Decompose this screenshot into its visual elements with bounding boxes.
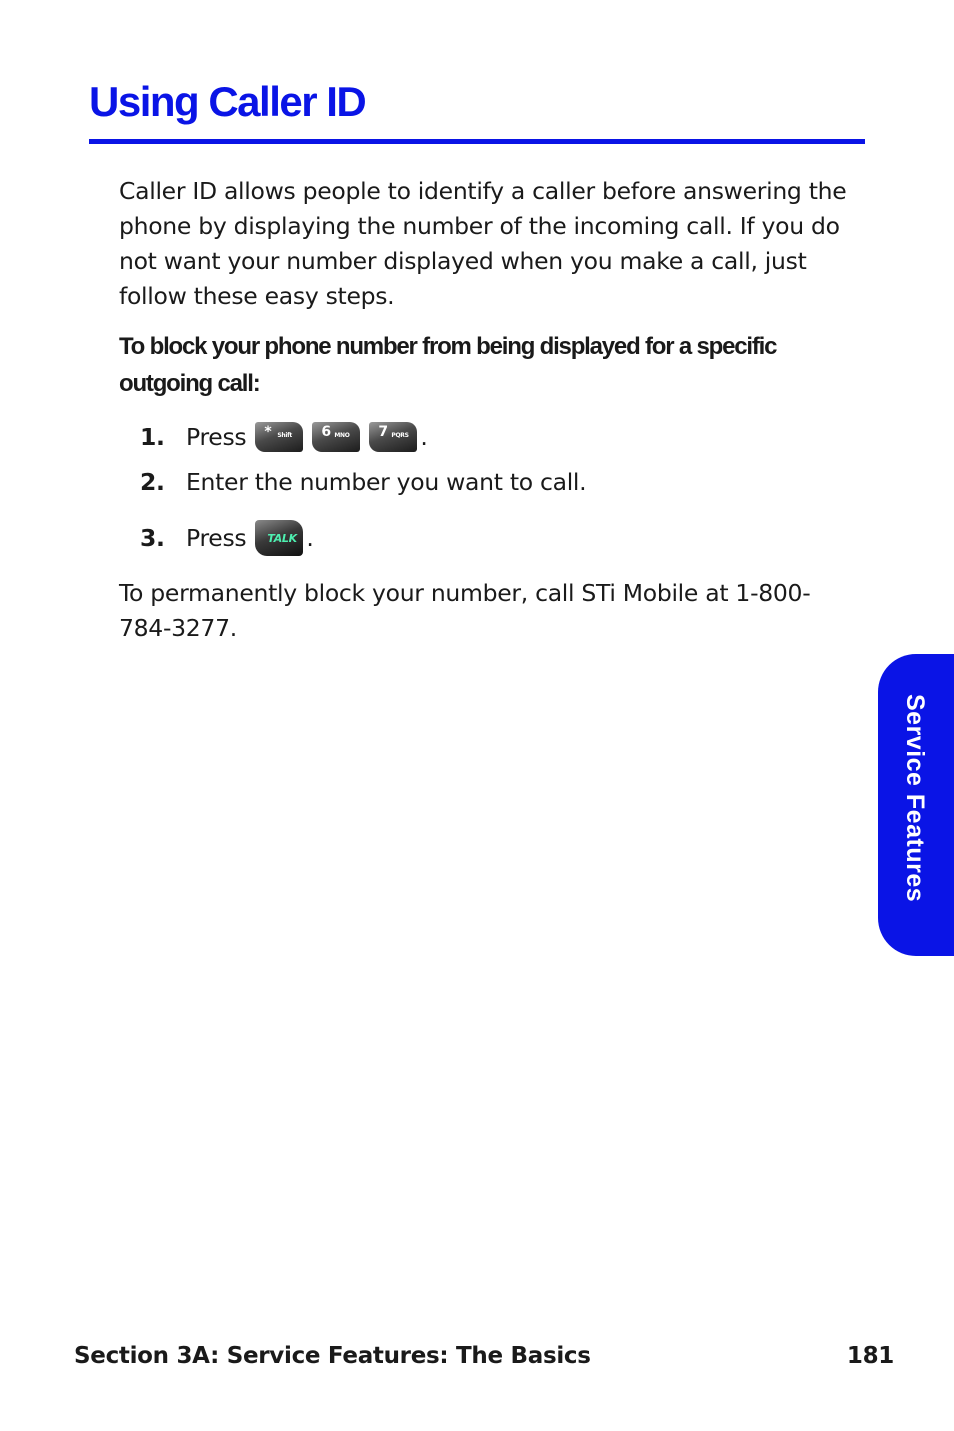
talk-key-icon [255,520,303,556]
key-main-label: * [264,424,272,440]
title-divider [89,139,865,144]
key-sub-label: Shift [277,432,292,439]
talk-key-label: TALK [267,532,297,545]
key-sub-label: MNO [334,432,350,439]
intro-paragraph: Caller ID allows people to identify a caller before answering the phone by displaying the number of the incoming call. If you do not want your number displayed when you make a call, just follow these easy steps. [119,177,847,310]
six-mno-key-icon [312,422,360,452]
step-text: Enter the number you want to call. [186,468,587,496]
step-number: 1. [140,423,165,451]
side-tab-label: Service Features [901,694,929,903]
page-footer [74,1343,894,1369]
step-number: 2. [140,468,165,496]
steps-list [119,416,849,570]
key-sub-label: PQRS [391,432,409,439]
footer-page-number: 181 [846,1343,894,1369]
step-item [119,416,849,458]
outro-paragraph: To permanently block your number, call STi Mobile at 1-800-784-3277. [119,579,811,642]
seven-pqrs-key-icon [369,422,417,452]
step-text: Press [186,524,247,552]
step-end-punctuation: . [420,423,428,451]
step-item [119,458,849,506]
procedure-heading: To block your phone number from being displayed for a specific outgoing call: [119,333,777,397]
main-content [119,174,849,646]
section-side-tab [878,654,954,956]
star-shift-key-icon [255,422,303,452]
footer-section-title: Section 3A: Service Features: The Basics [74,1343,591,1369]
key-main-label: 7 [378,424,388,440]
page-title: Using Caller ID [89,78,366,125]
step-number: 3. [140,524,165,552]
key-main-label: 6 [321,424,331,440]
step-text: Press [186,423,247,451]
step-item [119,506,849,570]
step-end-punctuation: . [306,524,314,552]
